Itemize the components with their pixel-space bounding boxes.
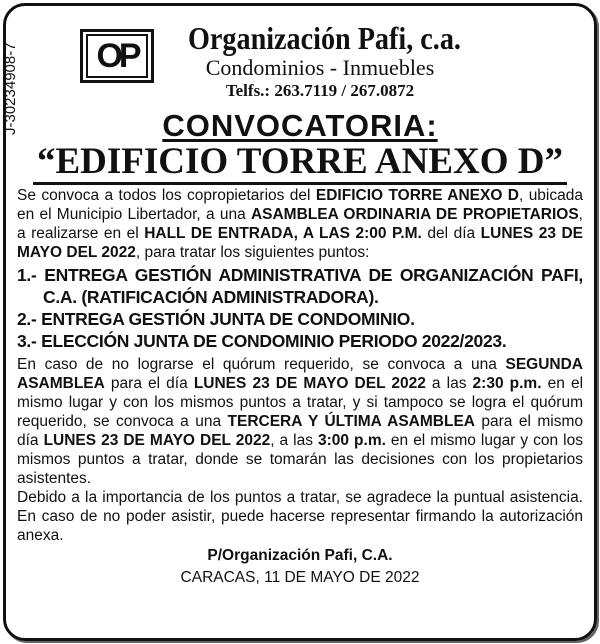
company-header	[170, 20, 470, 102]
notice-heading	[0, 108, 600, 144]
city-date: CARACAS, 11 DE MAYO DE 2022	[180, 569, 420, 586]
text-segment: para el mismo día	[17, 413, 583, 449]
bold-text: LUNES 23 DE MAYO DEL 2022	[17, 225, 583, 261]
building-title	[0, 140, 600, 185]
bold-text: 3:00 p.m.	[318, 432, 386, 449]
signature: P/Organización Pafi, C.A.	[207, 547, 393, 564]
bold-text: HALL DE ENTRADA, A LAS 2:00 P.M.	[144, 225, 422, 242]
agenda-list	[17, 264, 583, 352]
text-segment: , ubicada en el Municipio Libertador, a una	[17, 187, 583, 223]
text-segment: en el mismo lugar y con los mismos puntos a tratar, donde se tomarán las decisiones con los propietarios asistentes.	[17, 432, 583, 487]
heading-text: CONVOCATORIA:	[162, 108, 438, 143]
text-segment: , para tratar los siguientes puntos:	[135, 244, 370, 261]
closing-paragraph: Debido a la importancia de los puntos a tratar, se agradece la puntual asistencia. En caso de no poder asistir, puede hacerse representar firmando la autorización anexa.	[17, 489, 583, 544]
notice-body	[17, 186, 583, 587]
text-segment: en el mismo lugar y con los mismos puntos a tratar, y si tampoco se logra el quórum requerido, se convoca a una	[17, 375, 584, 430]
agenda-item: 2.- ENTREGA GESTIÓN JUNTA DE CONDOMINIO.	[17, 309, 415, 329]
text-segment: para el día	[104, 375, 194, 392]
text-segment: , a realizarse en el	[17, 206, 583, 242]
bold-text: EDIFICIO TORRE ANEXO D	[315, 187, 519, 204]
text-segment: del día	[421, 225, 481, 242]
text-segment: a las	[425, 375, 473, 392]
agenda-item: 3.- ELECCIÓN JUNTA DE CONDOMINIO PERIODO 2022/2023.	[17, 331, 507, 351]
bold-text: SEGUNDA ASAMBLEA	[17, 356, 583, 392]
bold-text: ASAMBLEA ORDINARIA DE PROPIETARIOS	[250, 206, 579, 223]
bold-text: LUNES 23 DE MAYO DEL 2022	[193, 375, 426, 392]
company-subtitle: Condominios - Inmuebles	[205, 55, 435, 80]
bold-text: TERCERA Y ÚLTIMA ASAMBLEA	[227, 413, 475, 430]
quorum-paragraph	[17, 355, 583, 488]
bold-text: 2:30 p.m.	[472, 375, 542, 392]
agenda-item: 1.- ENTREGA GESTIÓN ADMINISTRATIVA DE ORGANIZACIÓN PAFI, C.A. (RATIFICACIÓN ADMINISTRADORA).	[17, 265, 583, 307]
text-segment: , a las	[270, 432, 319, 449]
company-name: Organización Pafi, c.a.	[188, 20, 461, 56]
rif-number: J-30234908-7	[2, 42, 19, 135]
bold-text: LUNES 23 DE MAYO DEL 2022	[43, 432, 271, 449]
intro-paragraph	[17, 186, 583, 262]
text-segment: Se convoca a todos los copropietarios del	[17, 187, 316, 204]
text-segment: En caso de no lograrse el quórum requerido, se convoca a una	[17, 356, 506, 373]
company-logo	[80, 29, 154, 83]
building-name: “EDIFICIO TORRE ANEXO D”	[33, 142, 567, 185]
logo-mark: OP	[86, 34, 148, 78]
company-phones: Telfs.: 263.7119 / 267.0872	[225, 81, 415, 100]
